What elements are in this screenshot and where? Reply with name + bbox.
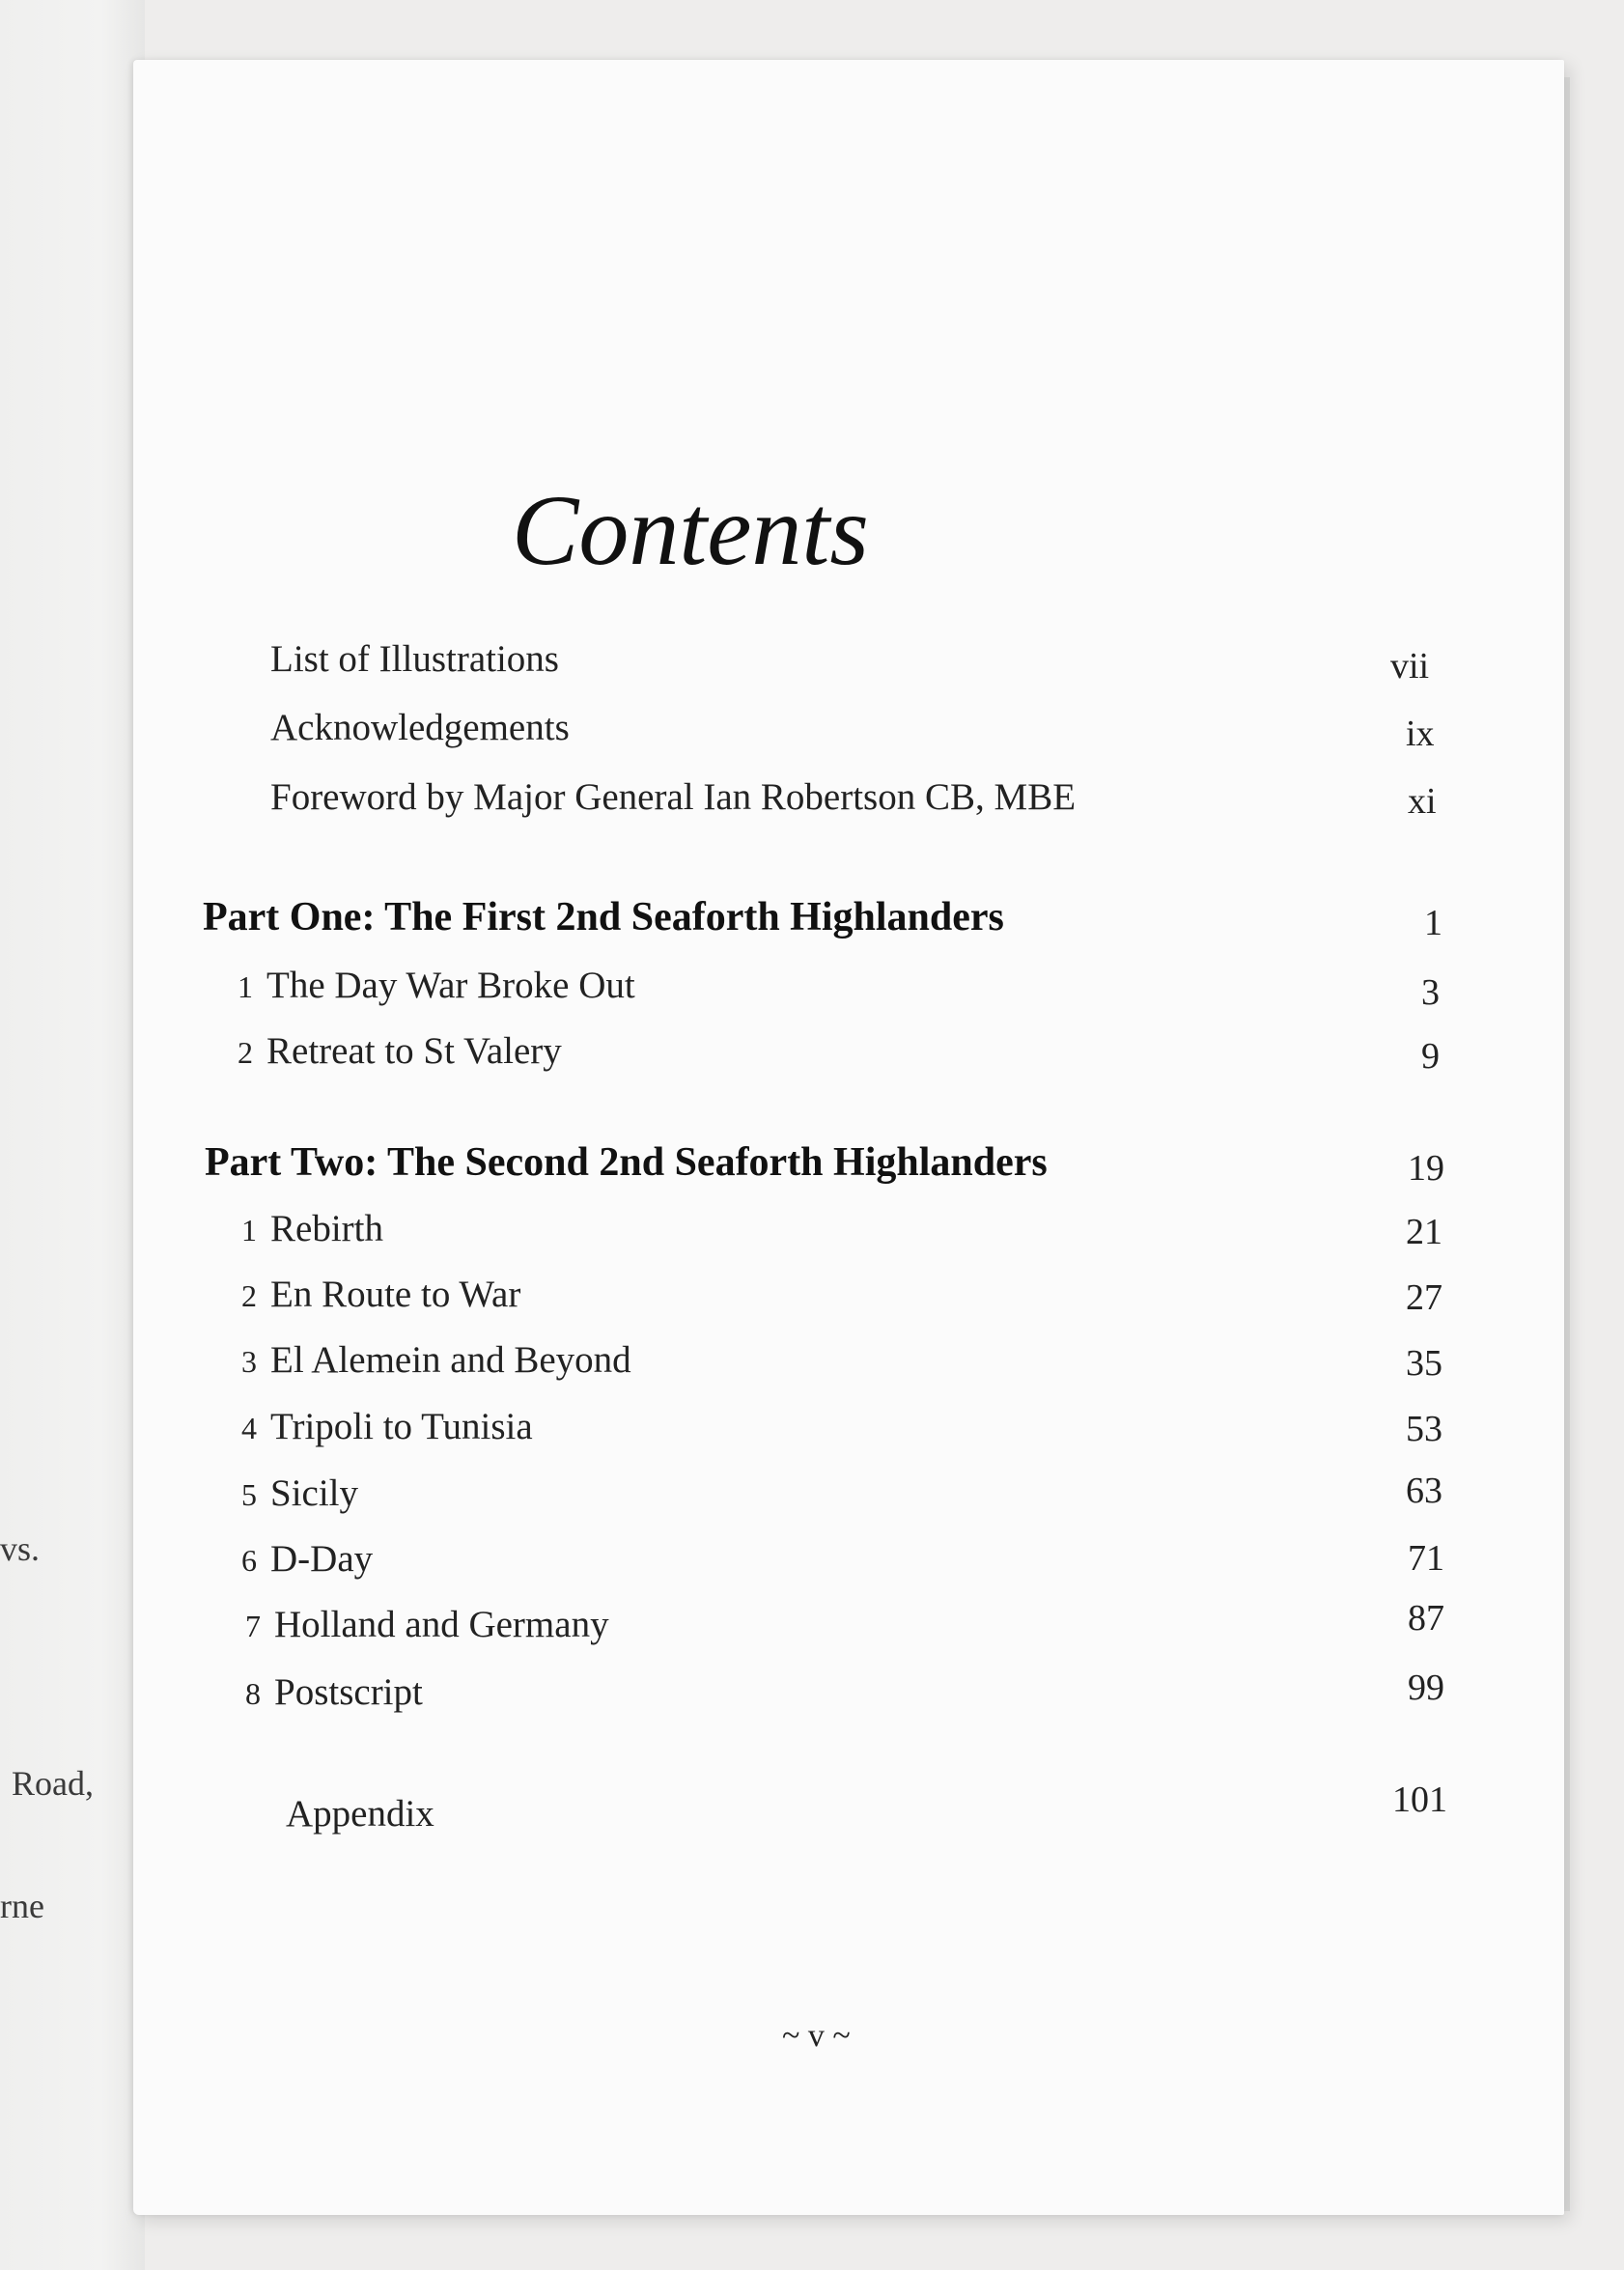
chapter-number: 2	[241, 1278, 257, 1313]
facing-page	[0, 0, 145, 2270]
chapter-number: 8	[245, 1676, 261, 1711]
facing-page-text-fragment: rne	[0, 1887, 44, 1925]
page-folio: ~ v ~	[782, 2018, 851, 2054]
chapter-number: 7	[245, 1609, 261, 1643]
toc-page-number: 35	[1406, 1343, 1442, 1384]
toc-page-number: 27	[1406, 1277, 1442, 1318]
chapter-number: 1	[238, 969, 253, 1004]
chapter-number: 2	[238, 1035, 253, 1070]
toc-entry-appendix: Appendix	[286, 1793, 434, 1835]
toc-page-number: xi	[1408, 781, 1437, 822]
chapter-number: 5	[241, 1477, 257, 1512]
toc-chapter-entry	[241, 1273, 520, 1316]
chapter-title: En Route to War	[270, 1274, 521, 1315]
toc-chapter-entry	[241, 1471, 358, 1515]
toc-part-one-heading: Part One: The First 2nd Seaforth Highlanders	[203, 895, 1004, 939]
toc-page-number: 1	[1424, 903, 1442, 943]
chapter-title: Holland and Germany	[274, 1604, 609, 1645]
chapter-title: Sicily	[270, 1472, 359, 1514]
toc-page-number: 87	[1408, 1598, 1444, 1639]
chapter-title: Retreat to St Valery	[266, 1030, 562, 1072]
facing-page-text-fragment: Road,	[12, 1764, 94, 1803]
toc-page-number: 9	[1421, 1036, 1440, 1077]
chapter-title: Postscript	[274, 1671, 423, 1713]
toc-chapter-entry	[241, 1207, 383, 1250]
chapter-number: 4	[241, 1411, 257, 1445]
toc-part-two-heading: Part Two: The Second 2nd Seaforth Highlanders	[205, 1140, 1048, 1185]
toc-page-number: 71	[1408, 1538, 1444, 1579]
contents-page	[133, 60, 1564, 2215]
toc-chapter-entry	[238, 1029, 562, 1073]
toc-chapter-entry	[241, 1537, 373, 1581]
toc-entry-foreword: Foreword by Major General Ian Robertson CB, MBE	[270, 776, 1077, 818]
chapter-title: Tripoli to Tunisia	[270, 1406, 533, 1447]
chapter-title: D-Day	[270, 1538, 374, 1580]
toc-page-number: vii	[1390, 646, 1430, 687]
toc-entry-list-of-illustrations: List of Illustrations	[270, 638, 559, 680]
toc-chapter-entry	[241, 1338, 631, 1382]
toc-chapter-entry	[238, 964, 635, 1007]
toc-page-number: 101	[1392, 1780, 1447, 1820]
facing-page-text-fragment: vs.	[0, 1529, 41, 1568]
chapter-number: 3	[241, 1344, 257, 1379]
chapter-title: El Alemein and Beyond	[270, 1339, 631, 1381]
toc-page-number: 63	[1406, 1471, 1442, 1511]
toc-page-number: 99	[1408, 1667, 1444, 1708]
toc-chapter-entry	[241, 1405, 533, 1448]
chapter-number: 1	[241, 1213, 257, 1247]
toc-page-number: 3	[1421, 972, 1440, 1013]
chapter-title: The Day War Broke Out	[266, 965, 635, 1006]
toc-page-number: ix	[1406, 714, 1435, 754]
toc-page-number: 19	[1408, 1148, 1444, 1189]
toc-chapter-entry	[245, 1670, 423, 1714]
toc-entry-acknowledgements: Acknowledgements	[270, 707, 570, 748]
toc-page-number: 21	[1406, 1212, 1442, 1252]
toc-chapter-entry	[245, 1603, 609, 1646]
chapter-title: Rebirth	[270, 1208, 383, 1249]
page-title: Contents	[512, 475, 869, 586]
toc-page-number: 53	[1406, 1409, 1442, 1449]
chapter-number: 6	[241, 1543, 257, 1578]
